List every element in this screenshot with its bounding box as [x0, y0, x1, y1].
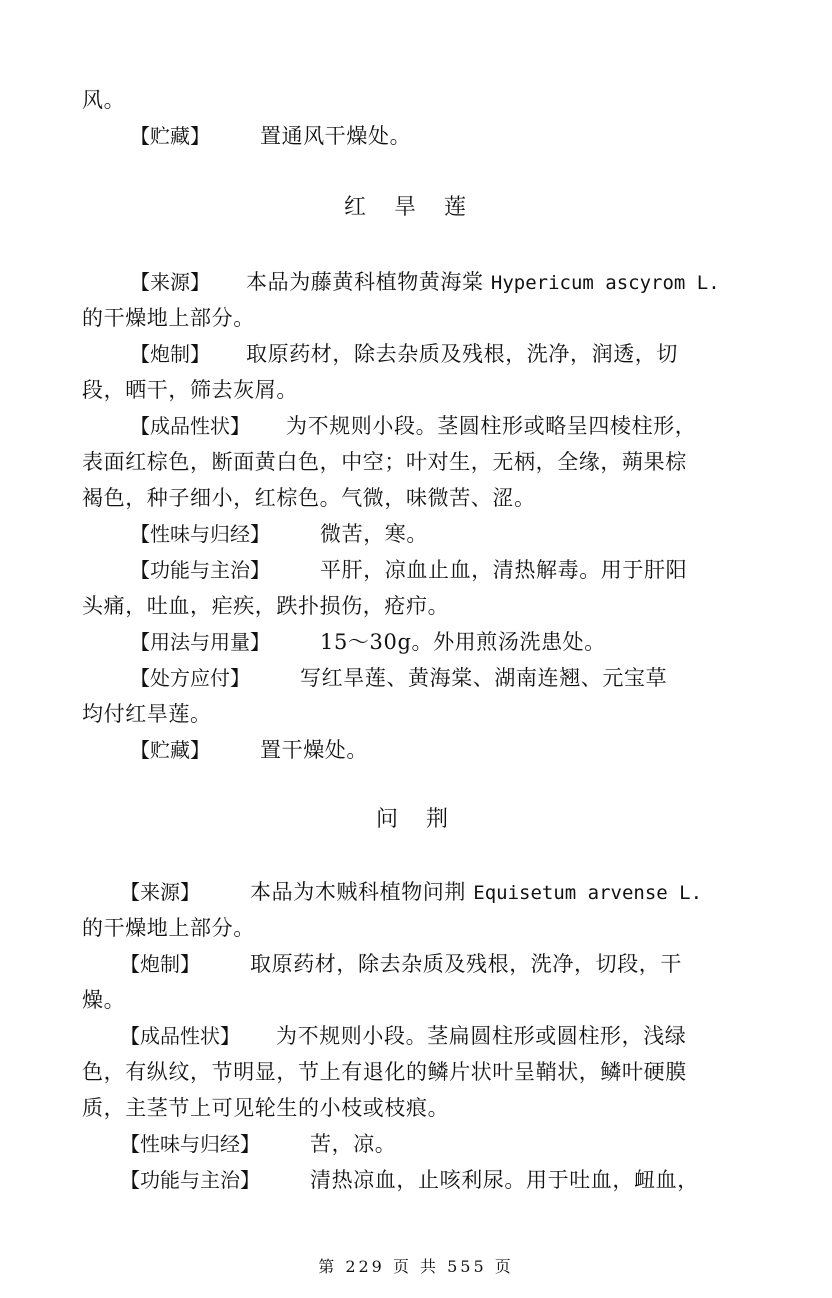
prev-entry-tail: 风。 — [82, 88, 126, 112]
hhl-function-line-1 — [130, 556, 687, 584]
taste-tag: 【性味与归经】 — [120, 1132, 260, 1156]
wj-source-line-1 — [120, 878, 702, 907]
source-tag: 【来源】 — [130, 270, 210, 294]
source-tag: 【来源】 — [120, 880, 200, 904]
wj-function-line-1 — [120, 1166, 699, 1194]
function-tag: 【功能与主治】 — [120, 1168, 260, 1192]
wj-traits-line-1 — [120, 1022, 686, 1050]
hhl-process-line-1 — [130, 340, 678, 368]
taste-text: 苦，凉。 — [310, 1132, 397, 1156]
hhl-dosage-line — [130, 628, 606, 656]
traits-text: 为不规则小段。茎扁圆柱形或圆柱形，浅绿 — [276, 1024, 687, 1048]
hhl-storage-line — [130, 736, 368, 764]
storage-text: 置干燥处。 — [260, 738, 368, 762]
hhl-source-line-2: 的干燥地上部分。 — [82, 306, 255, 330]
function-text: 平肝，凉血止血，清热解毒。用于肝阳 — [320, 558, 688, 582]
taste-text: 微苦，寒。 — [320, 522, 428, 546]
storage-text: 置通风干燥处。 — [260, 124, 412, 148]
hhl-source-line-1 — [130, 268, 720, 297]
prev-storage-line — [130, 122, 411, 150]
traits-tag: 【成品性状】 — [130, 414, 250, 438]
wj-source-line-2: 的干燥地上部分。 — [82, 916, 255, 940]
process-tag: 【炮制】 — [130, 342, 210, 366]
wj-traits-line-3: 质，主茎节上可见轮生的小枝或枝痕。 — [82, 1096, 450, 1120]
hhl-traits-line-2: 表面红棕色，断面黄白色，中空；叶对生，无柄，全缘，蒴果棕 — [82, 450, 687, 474]
process-text: 取原药材，除去杂质及残根，洗净，润透，切 — [246, 342, 678, 366]
latin-name: Equisetum arvense L. — [473, 882, 703, 904]
prescription-text: 写红旱莲、黄海棠、湖南连翘、元宝草 — [300, 666, 668, 690]
hhl-prescription-line-2: 均付红旱莲。 — [82, 702, 212, 726]
section-title-hong-han-lian: 红旱莲 — [344, 195, 495, 220]
process-tag: 【炮制】 — [120, 952, 200, 976]
hhl-prescription-line-1 — [130, 664, 667, 692]
hhl-function-line-2: 头痛，吐血，疟疾，跌扑损伤，疮疖。 — [82, 594, 450, 618]
wj-process-line-2: 燥。 — [82, 988, 126, 1012]
dosage-tag: 【用法与用量】 — [130, 630, 270, 654]
latin-name: Hypericum ascyrom L. — [490, 272, 720, 294]
storage-tag: 【贮藏】 — [130, 738, 210, 762]
process-text: 取原药材，除去杂质及残根，洗净，切段，干 — [250, 952, 682, 976]
wj-traits-line-2: 色，有纵纹，节明显，节上有退化的鳞片状叶呈鞘状，鳞叶硬膜 — [82, 1060, 687, 1084]
function-tag: 【功能与主治】 — [130, 558, 270, 582]
hhl-process-line-2: 段，晒干，筛去灰屑。 — [82, 378, 298, 402]
hhl-taste-line — [130, 520, 428, 548]
traits-text: 为不规则小段。茎圆柱形或略呈四棱柱形， — [286, 414, 697, 438]
storage-tag: 【贮藏】 — [130, 124, 210, 148]
taste-tag: 【性味与归经】 — [130, 522, 270, 546]
wj-taste-line — [120, 1130, 396, 1158]
dosage-text: 15～30g。外用煎汤洗患处。 — [320, 630, 606, 654]
hhl-traits-line-1 — [130, 412, 696, 440]
wj-process-line-1 — [120, 950, 682, 978]
traits-tag: 【成品性状】 — [120, 1024, 240, 1048]
page-number-footer: 第 229 页 共 555 页 — [318, 1257, 514, 1276]
hhl-traits-line-3: 褐色，种子细小，红棕色。气微，味微苦、涩。 — [82, 486, 536, 510]
section-title-wen-jing: 问荆 — [376, 807, 477, 832]
source-text: 本品为木贼科植物问荆 — [250, 880, 466, 904]
source-text: 本品为藤黄科植物黄海棠 — [246, 270, 484, 294]
function-text: 清热凉血，止咳利尿。用于吐血，衄血， — [310, 1168, 699, 1192]
prescription-tag: 【处方应付】 — [130, 666, 250, 690]
